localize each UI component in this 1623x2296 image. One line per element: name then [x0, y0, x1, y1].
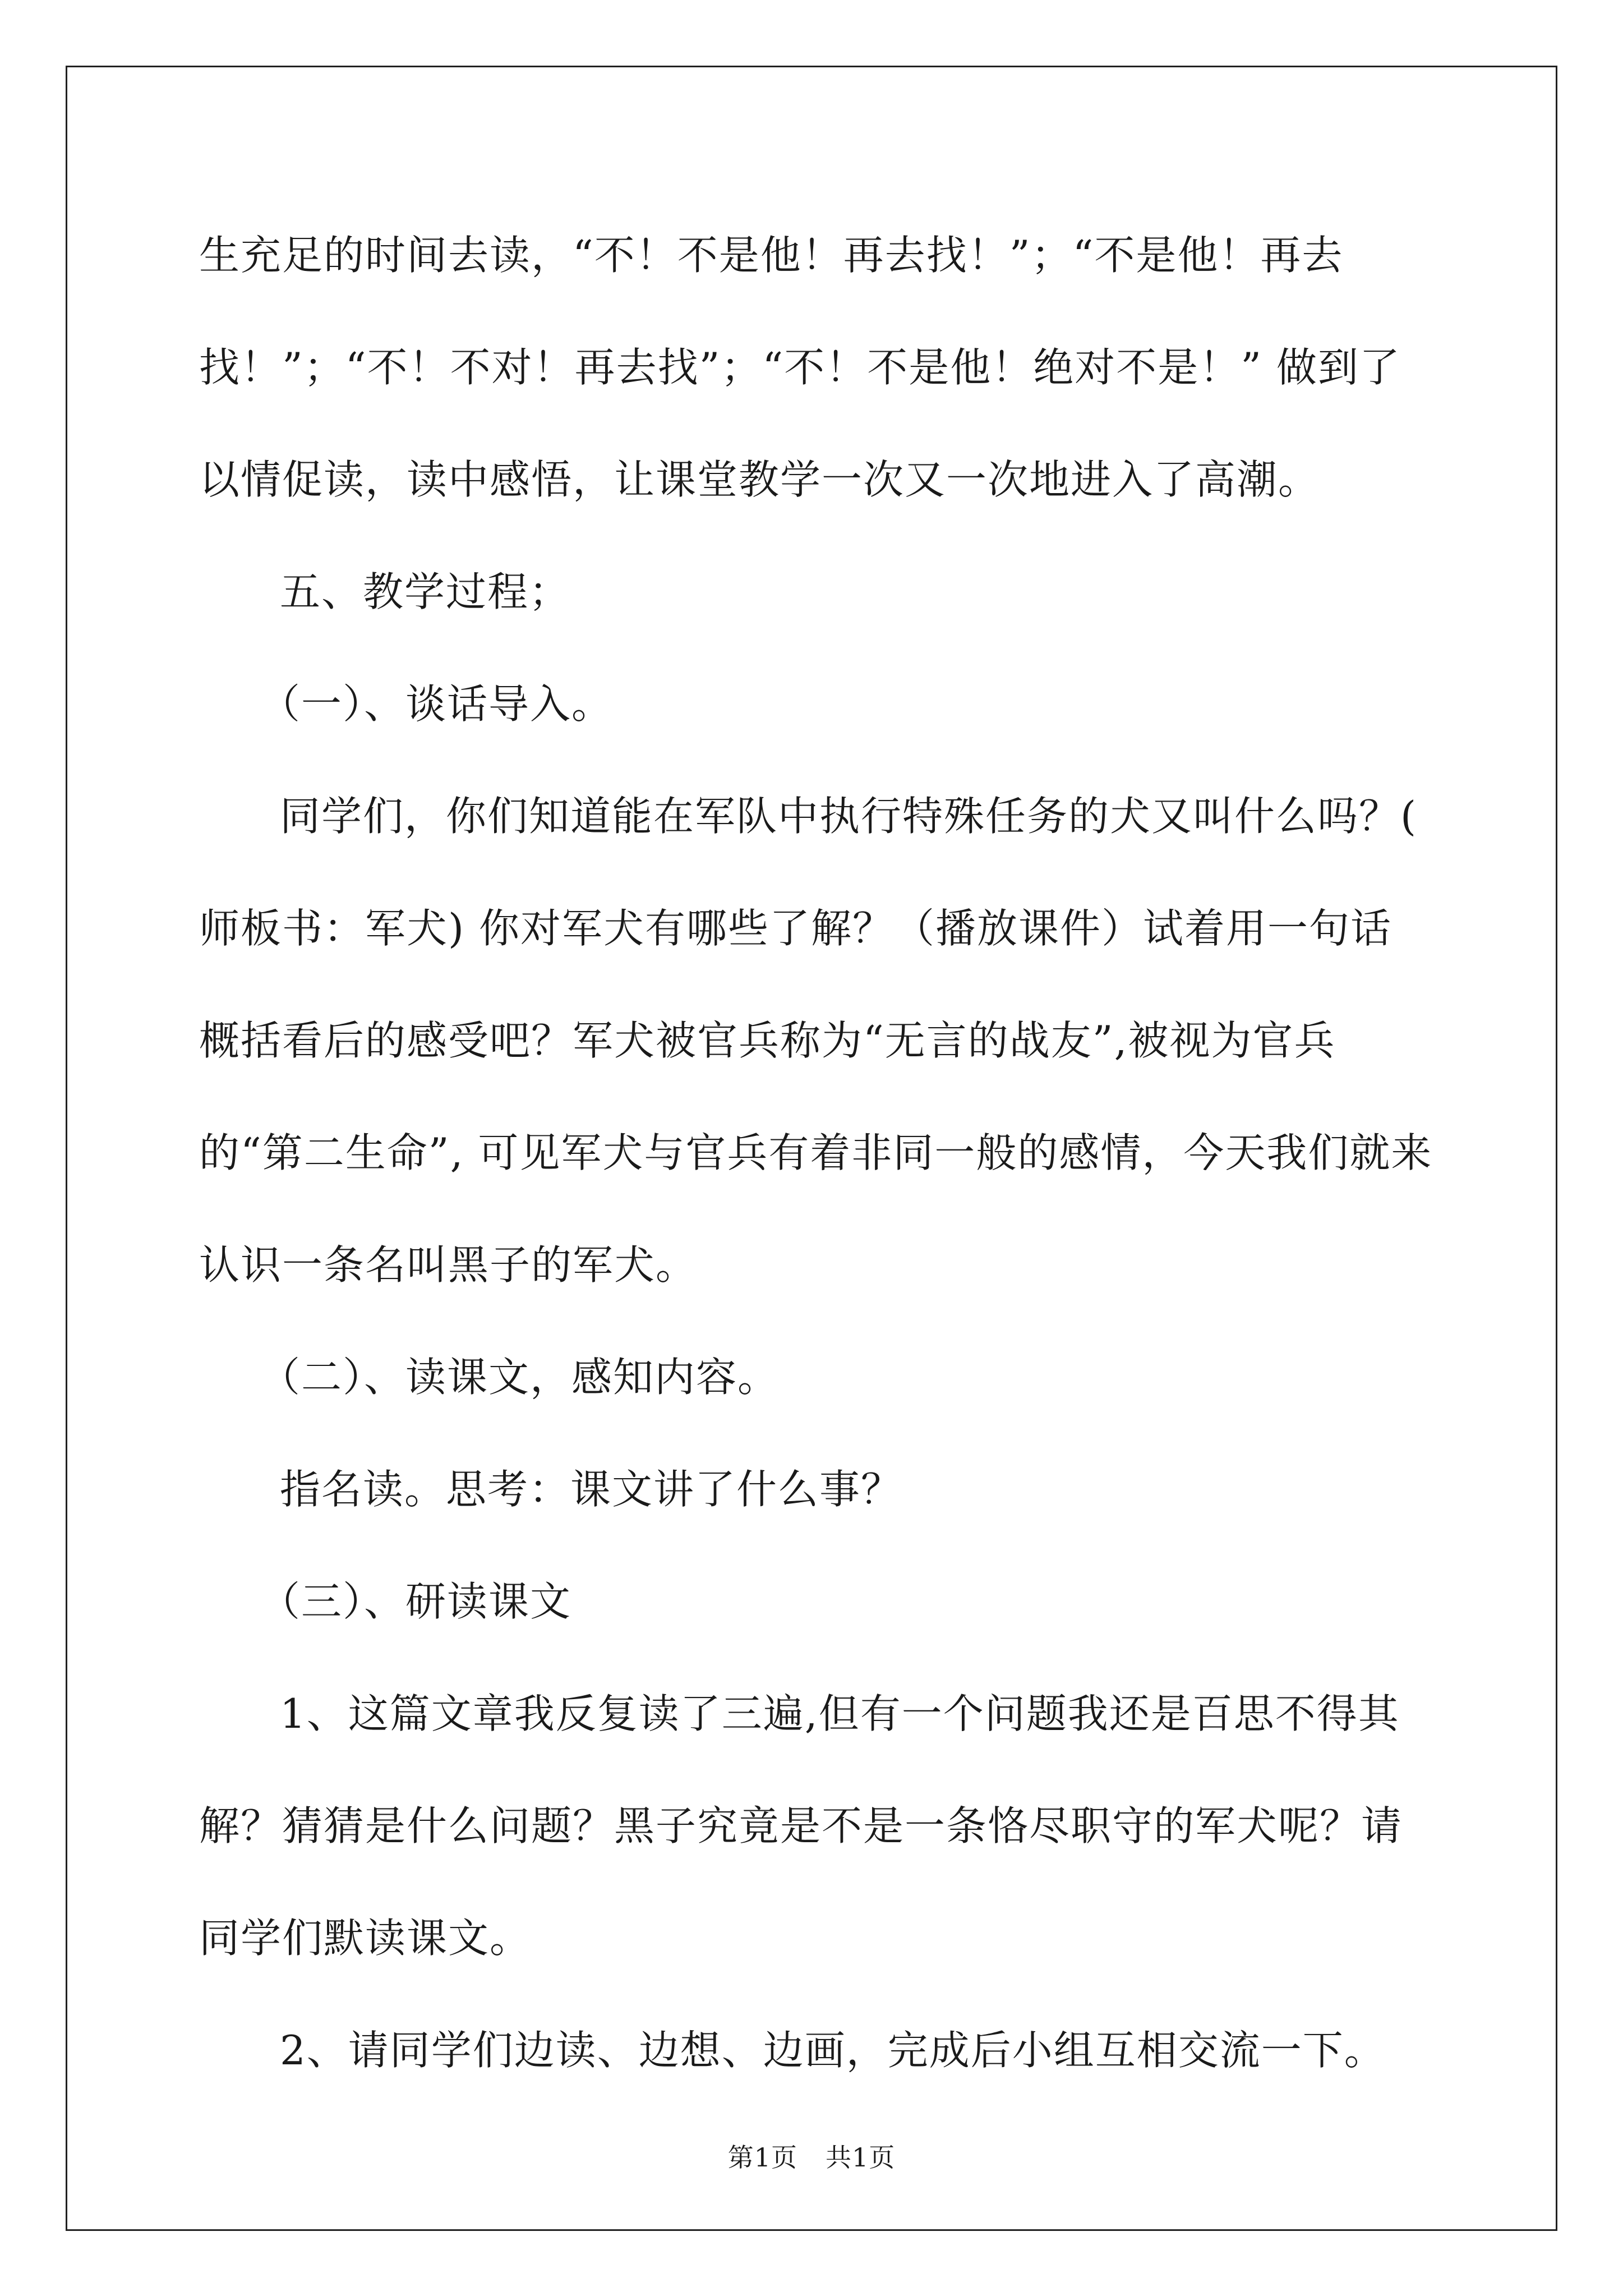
subheading-introduction: （一）、谈话导入。	[260, 680, 614, 728]
paragraph-study-item-1: 1、这篇文章我反复读了三遍,但有一个问题我还是百思不得其解？猜猜是什么问题？黑子究竟是不是一条恪尽职守的军犬呢？请同学们默读课文。	[199, 1690, 1403, 1962]
paragraph-introduction: 同学们，你们知道能在军队中执行特殊任务的犬又叫什么吗？( 师板书：军犬) 你对军犬有哪些了解？（播放课件）试着用一句话概括看后的感受吧？军犬被官兵称为“无言的战友”,被视为官兵的“第二生命”, 可见军犬与官兵有着非同一般的感情，今天我们就来认识一条名叫黑子的军犬。	[199, 793, 1433, 1289]
paragraph-continuation: 生充足的时间去读，“不！不是他！再去找！”；“不是他！再去找！”；“不！不对！再去找”；“不！不是他！绝对不是！” 做到了以情促读，读中感悟，让课堂教学一次又一次地进入了高潮。	[199, 232, 1401, 503]
page-number-current: 第1页	[727, 2142, 797, 2173]
section-heading-teaching-process: 五、教学过程；	[280, 568, 571, 615]
page-footer	[0, 2137, 1623, 2174]
document-body	[199, 199, 1433, 2106]
subheading-reading: （二）、读课文，感知内容。	[260, 1354, 780, 1401]
paragraph-reading-task: 指名读。思考：课文讲了什么事？	[280, 1466, 903, 1513]
subheading-study: （三）、研读课文	[260, 1578, 572, 1625]
paragraph-study-item-2: 2、请同学们边读、边想、边画，完成后小组互相交流一下。	[280, 2027, 1386, 2074]
page-number-total: 共1页	[826, 2142, 896, 2173]
